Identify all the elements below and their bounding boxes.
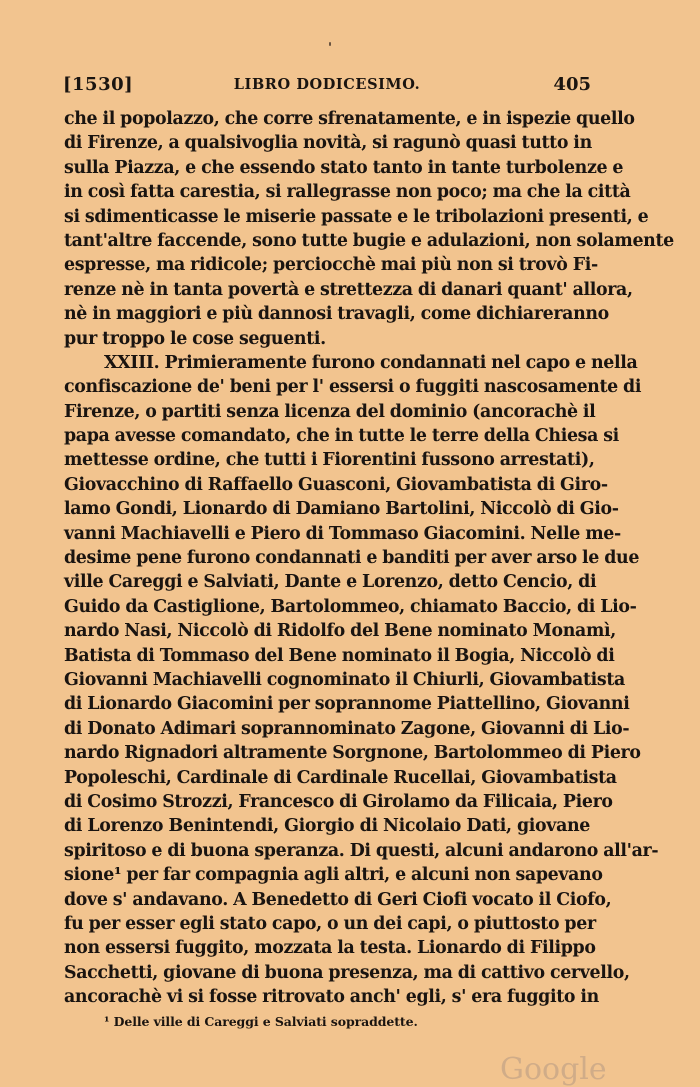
text-line: di Donato Adimari soprannominato Zagone, Giovanni di Lio-	[64, 718, 630, 739]
running-header	[63, 74, 591, 100]
page-number: 405	[553, 74, 591, 95]
text-line: espresse, ma ridicole; perciocchè mai più non si trovò Fi-	[64, 255, 598, 276]
text-line: sulla Piazza, e che essendo stato tanto in tante turbolenze e	[64, 157, 624, 178]
text-line: nardo Nasi, Niccolò di Ridolfo del Bene nominato Monamì,	[64, 621, 616, 642]
text-line: nè in maggiori e più dannosi travagli, come dichiareranno	[64, 304, 609, 325]
body-text	[64, 107, 674, 1009]
google-watermark: Google	[500, 1052, 607, 1087]
text-line: Guido da Castiglione, Bartolommeo, chiamato Baccio, di Lio-	[64, 596, 637, 617]
text-line: che il popolazzo, che corre sfrenatamente, e in ispezie quello	[64, 109, 635, 129]
text-line: spiritoso e di buona speranza. Di questi, alcuni andarono all'ar-	[64, 840, 659, 861]
text-line: ancorachè vi si fosse ritrovato anch' egli, s' era fuggito in	[64, 987, 599, 1008]
text-line: si sdimenticasse le miserie passate e le tribolazioni presenti, e	[64, 206, 649, 227]
footnote: ¹ Delle ville di Careggi e Salviati sopraddette.	[104, 1014, 418, 1029]
text-line: confiscazione de' beni per l' essersi o fuggiti nascosamente di	[64, 377, 642, 398]
text-line: Firenze, o partiti senza licenza del dominio (ancorachè il	[64, 401, 596, 422]
text-line: di Cosimo Strozzi, Francesco di Girolamo da Filicaia, Piero	[64, 791, 613, 812]
text-line: di Firenze, a qualsivoglia novità, si ragunò quasi tutto in	[64, 133, 592, 154]
text-line: XXIII. Primieramente furono condannati nel capo e nella	[104, 352, 638, 373]
text-line: renze nè in tanta povertà e strettezza di danari quant' allora,	[64, 279, 633, 300]
text-line: non essersi fuggito, mozzata la testa. Lionardo di Filippo	[64, 938, 596, 959]
text-line: di Lorenzo Benintendi, Giorgio di Nicolaio Dati, giovane	[64, 816, 590, 837]
text-line: Sacchetti, giovane di buona presenza, ma di cattivo cervello,	[64, 962, 630, 983]
text-line: Batista di Tommaso del Bene nominato il Bogia, Niccolò di	[64, 645, 615, 666]
text-line: ville Careggi e Salviati, Dante e Lorenzo, detto Cencio, di	[64, 572, 597, 593]
text-line: Giovanni Machiavelli cognominato il Chiurli, Giovambatista	[64, 669, 625, 690]
text-line: Giovacchino di Raffaello Guasconi, Giovambatista di Giro-	[64, 474, 608, 495]
paper-speck	[329, 42, 331, 46]
text-line: lamo Gondi, Lionardo di Damiano Bartolini, Niccolò di Gio-	[64, 499, 619, 520]
text-line: Popoleschi, Cardinale di Cardinale Rucellai, Giovambatista	[64, 767, 617, 788]
text-line: tant'altre faccende, sono tutte bugie e adulazioni, non solamente	[64, 230, 674, 251]
text-line: mettesse ordine, che tutti i Fiorentini fussono arrestati),	[64, 450, 595, 471]
text-line: desime pene furono condannati e banditi per aver arso le due	[64, 548, 640, 569]
text-line: di Lionardo Giacomini per soprannome Piattellino, Giovanni	[64, 694, 630, 715]
header-year: [1530]	[63, 74, 134, 95]
text-line: vanni Machiavelli e Piero di Tommaso Giacomini. Nelle me-	[64, 523, 621, 544]
text-line: in così fatta carestia, si rallegrasse non poco; ma che la città	[64, 182, 631, 203]
text-line: sione¹ per far compagnia agli altri, e alcuni non sapevano	[64, 865, 603, 886]
text-line: nardo Rignadori altramente Sorgnone, Bartolommeo di Piero	[64, 743, 641, 764]
text-line: papa avesse comandato, che in tutte le terre della Chiesa si	[64, 426, 619, 447]
header-book-title: LIBRO DODICESIMO.	[233, 76, 421, 93]
text-line: fu per esser egli stato capo, o un dei capi, o piuttosto per	[64, 913, 596, 934]
text-line: dove s' andavano. A Benedetto di Geri Ciofi vocato il Ciofo,	[64, 889, 612, 910]
text-line: pur troppo le cose seguenti.	[64, 328, 326, 349]
